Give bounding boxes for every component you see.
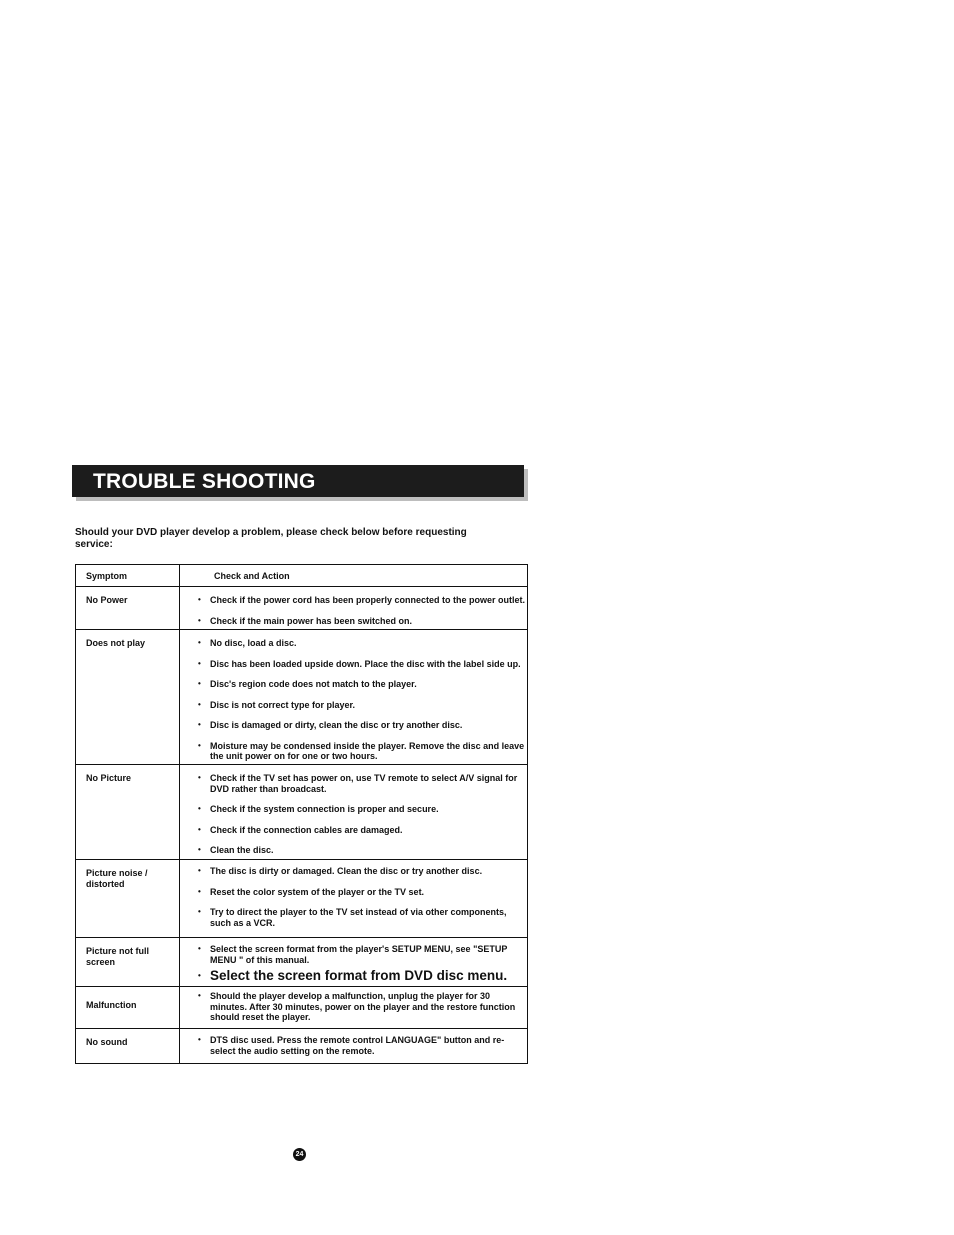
action-text: Disc is damaged or dirty, clean the disc or try another disc. (210, 720, 463, 730)
action-text: Clean the disc. (210, 845, 274, 855)
table-row (76, 987, 528, 1029)
table-row (76, 860, 528, 938)
bullet-icon: • (198, 991, 201, 1000)
bullet-icon: • (198, 740, 201, 750)
trouble-shooting-table (75, 564, 528, 1064)
symptom-cell: Malfunction (76, 987, 180, 1029)
action-cell (180, 1029, 528, 1064)
action-text: Disc has been loaded upside down. Place the disc with the label side up. (210, 658, 521, 669)
action-text: Check if the system connection is proper and secure. (210, 804, 439, 814)
action-text: Select the screen format from the player's SETUP MENU, see "SETUP MENU " of this manual. (210, 944, 508, 965)
action-text: Check if the connection cables are damaged. (210, 824, 403, 835)
action-cell (180, 630, 528, 765)
page-number-badge (293, 1148, 306, 1161)
symptom-cell: No sound (76, 1029, 180, 1064)
action-cell (180, 938, 528, 987)
table-row (76, 938, 528, 987)
action-cell (180, 860, 528, 938)
bullet-icon: • (198, 845, 201, 854)
bullet-icon: • (198, 720, 201, 729)
bullet-icon: • (198, 824, 201, 834)
page-title: TROUBLE SHOOTING (93, 470, 316, 493)
bullet-icon: • (198, 866, 201, 875)
page-number: 24 (295, 1151, 304, 1158)
action-text: Try to direct the player to the TV set instead of via other components, such as a VCR. (210, 907, 507, 928)
action-cell (180, 987, 528, 1029)
intro-text: Should your DVD player develop a problem, please check below before requesting service: (75, 527, 467, 550)
symptom-cell: Picture not full screen (76, 938, 180, 987)
bullet-icon: • (198, 638, 201, 647)
bullet-icon: • (198, 679, 201, 688)
table-header-row (76, 565, 528, 587)
bullet-icon: • (198, 804, 201, 813)
action-text: Should the player develop a malfunction, unplug the player for 30 minutes. After 30 minutes, power on the player and the restore function should reset the player. (210, 991, 516, 1022)
symptom-cell: No Power (76, 587, 180, 630)
action-text: Disc is not correct type for player. (210, 699, 356, 710)
action-text: DTS disc used. Press the remote control LANGUAGE" button and re-select the audio setting on the remote. (210, 1035, 505, 1056)
table-row (76, 587, 528, 630)
action-text: Disc's region code does not match to the player. (210, 679, 417, 689)
bullet-icon: • (198, 773, 201, 782)
action-text: Check if the TV set has power on, use TV remote to select A/V signal for DVD rather than broadcast. (210, 773, 518, 794)
header-action: Check and Action (180, 565, 528, 587)
action-text: Select the screen format from DVD disc menu. (210, 968, 508, 983)
bullet-icon: • (198, 907, 201, 916)
table-row (76, 630, 528, 765)
bullet-icon: • (198, 971, 201, 980)
symptom-cell: No Picture (76, 765, 180, 860)
bullet-icon: • (198, 615, 201, 625)
action-cell (180, 587, 528, 630)
action-text: The disc is dirty or damaged. Clean the disc or try another disc. (210, 866, 483, 876)
action-text: Check if the main power has been switched on. (210, 615, 413, 626)
section-title-bar (72, 465, 524, 497)
bullet-icon: • (198, 699, 201, 709)
action-text: No disc, load a disc. (210, 638, 297, 648)
bullet-icon: • (198, 886, 201, 896)
bullet-icon: • (198, 1035, 201, 1044)
bullet-icon: • (198, 595, 201, 604)
action-text: Moisture may be condensed inside the player. Remove the disc and leave the unit power on for one or two hours. (210, 740, 525, 761)
bullet-icon: • (198, 658, 201, 668)
symptom-cell: Picture noise / distorted (76, 860, 180, 938)
header-symptom: Symptom (76, 565, 180, 587)
table-row (76, 765, 528, 860)
action-text: Reset the color system of the player or the TV set. (210, 886, 425, 897)
symptom-cell: Does not play (76, 630, 180, 765)
action-text: Check if the power cord has been properly connected to the power outlet. (210, 595, 526, 605)
action-cell (180, 765, 528, 860)
bullet-icon: • (198, 944, 201, 953)
table-row (76, 1029, 528, 1064)
